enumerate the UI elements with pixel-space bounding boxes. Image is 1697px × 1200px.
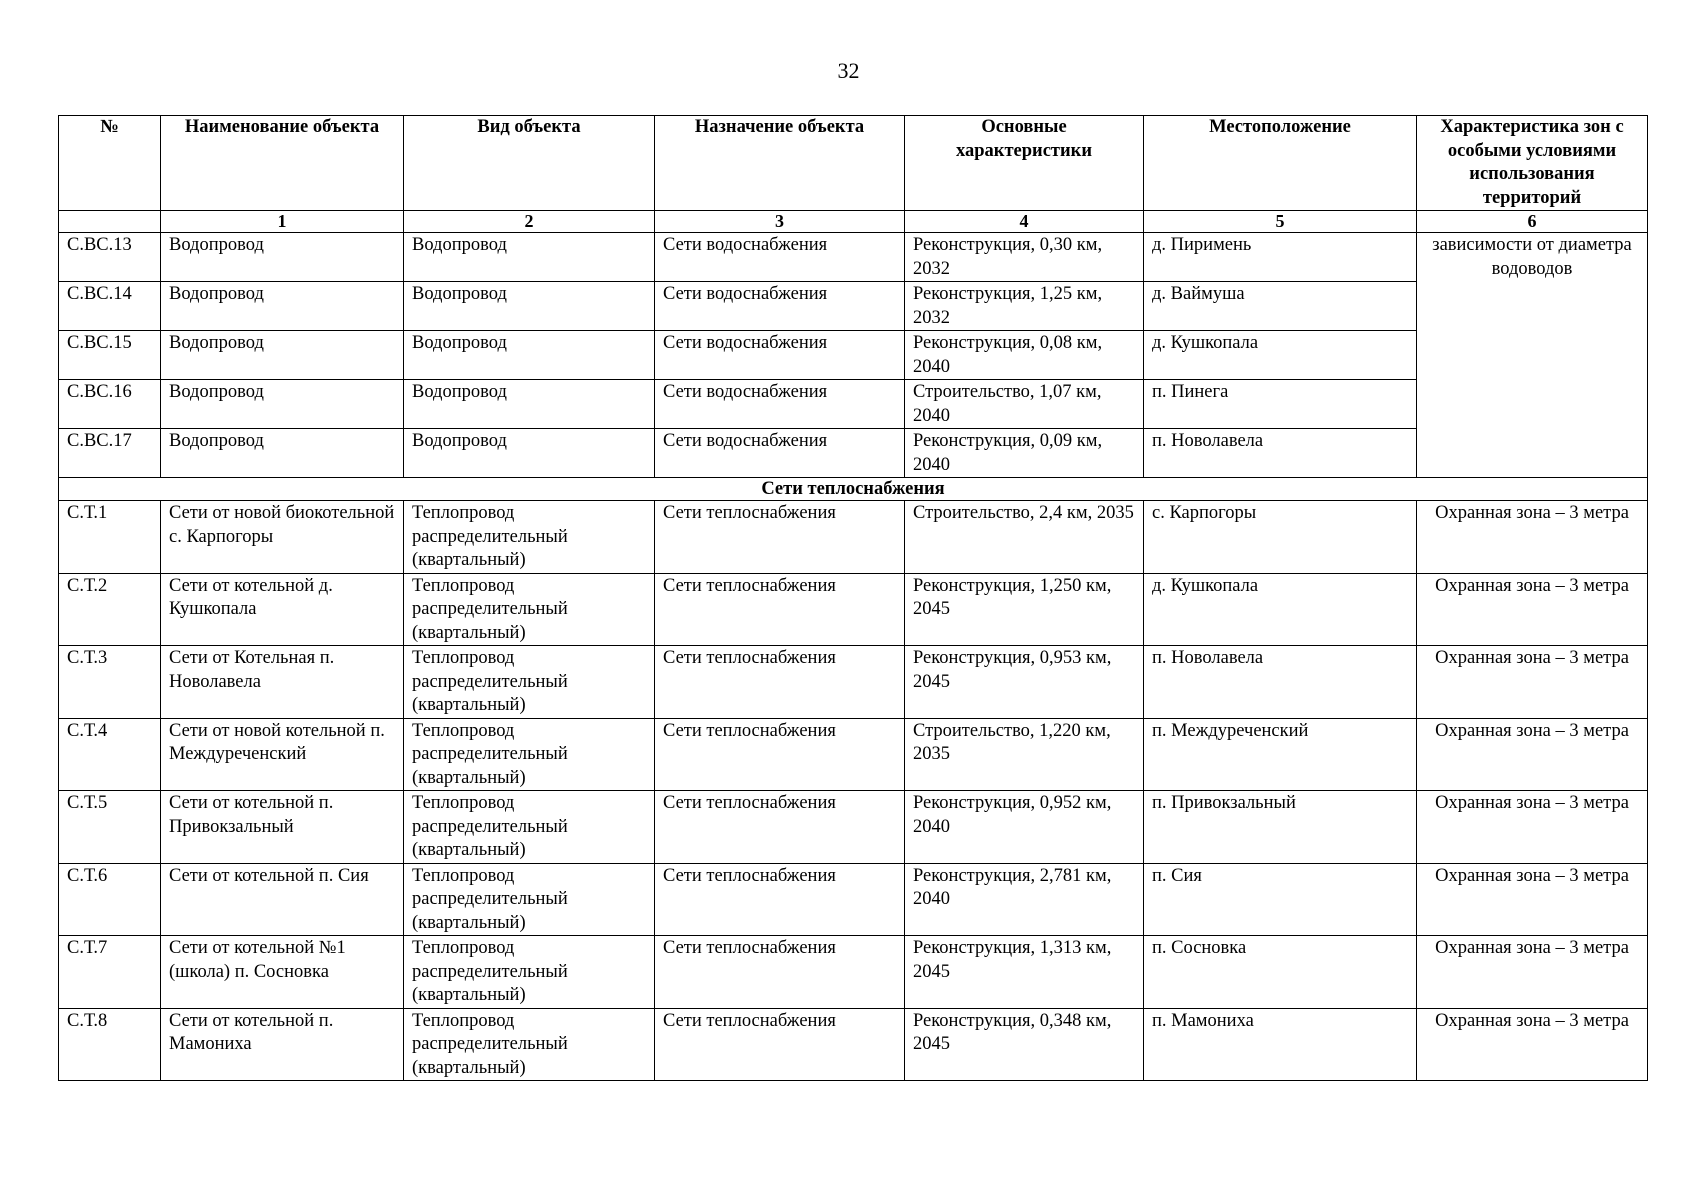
column-number-6: 6 [1417, 211, 1648, 233]
cell-purpose: Сети теплоснабжения [655, 718, 905, 791]
cell-zone: Охранная зона – 3 метра [1417, 936, 1648, 1009]
cell-purpose: Сети теплоснабжения [655, 501, 905, 574]
cell-type: Теплопровод распределительный (квартальный) [404, 501, 655, 574]
cell-name: Водопровод [161, 429, 404, 478]
cell-location: п. Сосновка [1144, 936, 1417, 1009]
table-row [59, 1008, 1648, 1081]
cell-type: Водопровод [404, 282, 655, 331]
column-number-1: 1 [161, 211, 404, 233]
table-header [59, 116, 1648, 233]
cell-location: с. Карпогоры [1144, 501, 1417, 574]
cell-name: Сети от котельной д. Кушкопала [161, 573, 404, 646]
cell-purpose: Сети теплоснабжения [655, 936, 905, 1009]
header-number: № [59, 116, 161, 211]
cell-location: д. Пиримень [1144, 233, 1417, 282]
cell-type: Водопровод [404, 429, 655, 478]
cell-purpose: Сети теплоснабжения [655, 791, 905, 864]
cell-type: Теплопровод распределительный (квартальный) [404, 791, 655, 864]
cell-name: Сети от новой котельной п. Междуреченский [161, 718, 404, 791]
cell-specs: Реконструкция, 0,09 км, 2040 [905, 429, 1144, 478]
cell-location: д. Кушкопала [1144, 573, 1417, 646]
cell-name: Сети от новой биокотельной с. Карпогоры [161, 501, 404, 574]
cell-id: С.Т.4 [59, 718, 161, 791]
cell-id: С.ВС.17 [59, 429, 161, 478]
table-row [59, 646, 1648, 719]
cell-type: Теплопровод распределительный (квартальный) [404, 718, 655, 791]
cell-name: Водопровод [161, 331, 404, 380]
cell-location: д. Ваймуша [1144, 282, 1417, 331]
table-row [59, 501, 1648, 574]
cell-type: Теплопровод распределительный (квартальный) [404, 936, 655, 1009]
cell-specs: Строительство, 1,220 км, 2035 [905, 718, 1144, 791]
cell-purpose: Сети теплоснабжения [655, 863, 905, 936]
cell-type: Теплопровод распределительный (квартальный) [404, 646, 655, 719]
cell-zone: Охранная зона – 3 метра [1417, 646, 1648, 719]
header-object-type: Вид объекта [404, 116, 655, 211]
cell-water-zone: зависимости от диаметра водоводов [1417, 233, 1648, 478]
header-zone-characteristics: Характеристика зон с особыми условиями использования территорий [1417, 116, 1648, 211]
cell-type: Теплопровод распределительный (квартальный) [404, 573, 655, 646]
table-row [59, 282, 1648, 331]
cell-zone: Охранная зона – 3 метра [1417, 791, 1648, 864]
cell-specs: Реконструкция, 2,781 км, 2040 [905, 863, 1144, 936]
cell-name: Сети от котельной №1 (школа) п. Сосновка [161, 936, 404, 1009]
table-row [59, 331, 1648, 380]
cell-id: С.ВС.15 [59, 331, 161, 380]
cell-zone: Охранная зона – 3 метра [1417, 501, 1648, 574]
cell-location: п. Новолавела [1144, 646, 1417, 719]
cell-id: С.ВС.13 [59, 233, 161, 282]
cell-location: п. Сия [1144, 863, 1417, 936]
table-row [59, 718, 1648, 791]
cell-zone: Охранная зона – 3 метра [1417, 863, 1648, 936]
cell-location: п. Привокзальный [1144, 791, 1417, 864]
column-number-3: 3 [655, 211, 905, 233]
cell-zone: Охранная зона – 3 метра [1417, 1008, 1648, 1081]
cell-type: Теплопровод распределительный (квартальный) [404, 863, 655, 936]
cell-id: С.Т.6 [59, 863, 161, 936]
cell-specs: Реконструкция, 0,953 км, 2045 [905, 646, 1144, 719]
table-row [59, 791, 1648, 864]
section-row [59, 478, 1648, 501]
cell-zone: Охранная зона – 3 метра [1417, 573, 1648, 646]
objects-table [58, 115, 1648, 1081]
cell-purpose: Сети водоснабжения [655, 331, 905, 380]
cell-specs: Строительство, 2,4 км, 2035 [905, 501, 1144, 574]
cell-type: Водопровод [404, 331, 655, 380]
cell-type: Водопровод [404, 380, 655, 429]
cell-id: С.Т.8 [59, 1008, 161, 1081]
cell-id: С.Т.7 [59, 936, 161, 1009]
cell-purpose: Сети водоснабжения [655, 233, 905, 282]
cell-id: С.ВС.16 [59, 380, 161, 429]
cell-id: С.ВС.14 [59, 282, 161, 331]
cell-id: С.Т.1 [59, 501, 161, 574]
cell-name: Сети от котельной п. Сия [161, 863, 404, 936]
cell-id: С.Т.3 [59, 646, 161, 719]
header-object-purpose: Назначение объекта [655, 116, 905, 211]
cell-location: п. Новолавела [1144, 429, 1417, 478]
table-row [59, 233, 1648, 282]
cell-specs: Реконструкция, 1,25 км, 2032 [905, 282, 1144, 331]
page-number: 32 [837, 58, 860, 83]
cell-name: Водопровод [161, 282, 404, 331]
header-location: Местоположение [1144, 116, 1417, 211]
cell-specs: Реконструкция, 1,313 км, 2045 [905, 936, 1144, 1009]
cell-id: С.Т.2 [59, 573, 161, 646]
cell-purpose: Сети водоснабжения [655, 429, 905, 478]
cell-name: Водопровод [161, 233, 404, 282]
cell-name: Водопровод [161, 380, 404, 429]
cell-zone: Охранная зона – 3 метра [1417, 718, 1648, 791]
cell-name: Сети от Котельная п. Новолавела [161, 646, 404, 719]
cell-name: Сети от котельной п. Привокзальный [161, 791, 404, 864]
cell-purpose: Сети водоснабжения [655, 380, 905, 429]
cell-specs: Реконструкция, 1,250 км, 2045 [905, 573, 1144, 646]
cell-purpose: Сети теплоснабжения [655, 1008, 905, 1081]
cell-location: п. Междуреченский [1144, 718, 1417, 791]
header-object-name: Наименование объекта [161, 116, 404, 211]
column-number-blank [59, 211, 161, 233]
table-row [59, 380, 1648, 429]
cell-purpose: Сети теплоснабжения [655, 573, 905, 646]
cell-specs: Реконструкция, 0,952 км, 2040 [905, 791, 1144, 864]
cell-location: п. Пинега [1144, 380, 1417, 429]
table-body [59, 233, 1648, 1081]
cell-specs: Реконструкция, 0,30 км, 2032 [905, 233, 1144, 282]
column-number-4: 4 [905, 211, 1144, 233]
cell-specs: Строительство, 1,07 км, 2040 [905, 380, 1144, 429]
cell-id: С.Т.5 [59, 791, 161, 864]
header-main-specs: Основные характеристики [905, 116, 1144, 211]
cell-name: Сети от котельной п. Мамониха [161, 1008, 404, 1081]
cell-specs: Реконструкция, 0,08 км, 2040 [905, 331, 1144, 380]
column-number-5: 5 [1144, 211, 1417, 233]
table-row [59, 429, 1648, 478]
section-title-heat-supply: Сети теплоснабжения [59, 478, 1648, 501]
cell-location: п. Мамониха [1144, 1008, 1417, 1081]
table-row [59, 936, 1648, 1009]
cell-location: д. Кушкопала [1144, 331, 1417, 380]
cell-type: Теплопровод распределительный (квартальный) [404, 1008, 655, 1081]
cell-specs: Реконструкция, 0,348 км, 2045 [905, 1008, 1144, 1081]
cell-purpose: Сети теплоснабжения [655, 646, 905, 719]
table-row [59, 863, 1648, 936]
column-number-2: 2 [404, 211, 655, 233]
cell-type: Водопровод [404, 233, 655, 282]
table-row [59, 573, 1648, 646]
cell-purpose: Сети водоснабжения [655, 282, 905, 331]
